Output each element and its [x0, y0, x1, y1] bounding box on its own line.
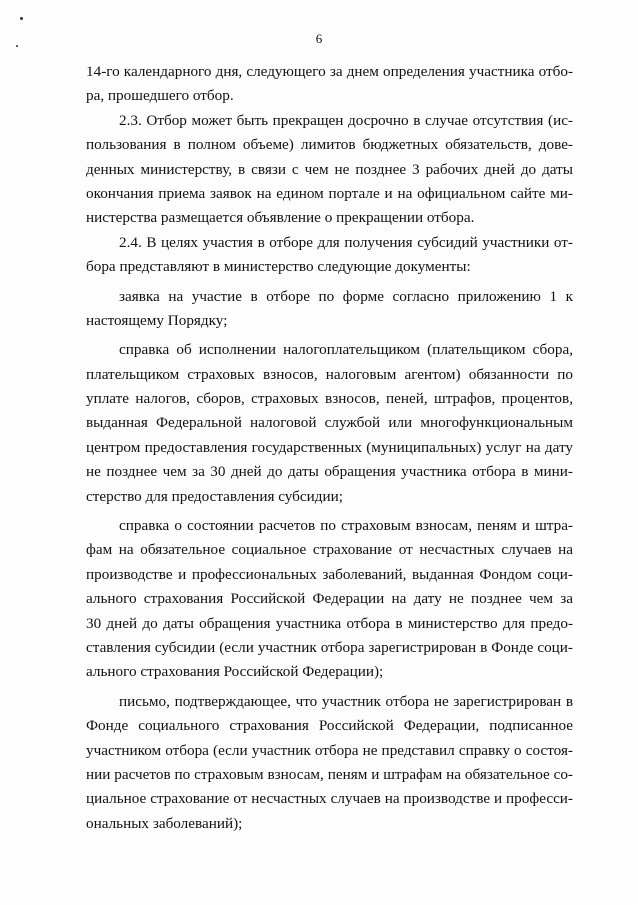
text-line: ональных заболеваний); [86, 814, 243, 832]
paragraph [86, 285, 573, 334]
text-line: заявка на участие в отборе по форме согласно приложению 1 к [119, 287, 573, 305]
paragraph [86, 514, 573, 685]
text-line: нистерства размещается объявление о прекращении отбора. [86, 209, 475, 227]
text-line: производстве и профессиональных заболеваний, выданная Фондом соци- [86, 565, 573, 583]
text-line: 2.4. В целях участия в отборе для получения субсидий участники от- [119, 233, 573, 251]
text-line: уплате налогов, сборов, страховых взносов, пеней, штрафов, процентов, [86, 390, 573, 408]
text-line: фам на обязательное социальное страхование от несчастных случаев на [86, 541, 573, 559]
text-line: ра, прошедшего отбор. [86, 87, 234, 105]
text-line: справка о состоянии расчетов по страховым взносам, пеням и штра- [119, 517, 573, 535]
text-line: 2.3. Отбор может быть прекращен досрочно в случае отсутствия (ис- [119, 111, 573, 129]
text-line: центром предоставления государственных (муниципальных) услуг на дату [86, 438, 573, 456]
text-line: не позднее чем за 30 дней до даты обращения участника отбора в мини- [86, 463, 573, 481]
document-body [86, 60, 573, 836]
text-line: участником отбора (если участник отбора не представил справку о состоя- [86, 741, 573, 759]
paragraph [86, 109, 573, 231]
text-line: Фонде социального страхования Российской Федерации, подписанное [86, 717, 573, 735]
page-number: 6 [315, 31, 323, 46]
text-line: ставления субсидии (если участник отбора зарегистрирован в Фонде соци- [86, 638, 573, 656]
text-line: ального страхования Российской Федерации); [86, 663, 384, 681]
text-line: пользования в полном объеме) лимитов бюджетных обязательств, дове- [86, 136, 573, 154]
text-line: ального страхования Российской Федерации на дату не позднее чем за [86, 590, 573, 608]
scan-dot [20, 17, 23, 20]
paragraph [86, 231, 573, 280]
text-line: настоящему Порядку; [86, 311, 228, 329]
paragraph [86, 690, 573, 836]
text-line: денных министерству, в связи с чем не позднее 3 рабочих дней до даты [86, 160, 573, 178]
text-line: выданная Федеральной налоговой службой или многофункциональным [86, 414, 573, 432]
text-line: 14-го календарного дня, следующего за днем определения участника отбо- [86, 63, 573, 80]
text-line: окончания приема заявок на едином портале и на официальном сайте ми- [86, 184, 573, 202]
paragraph [86, 60, 573, 109]
paragraph [86, 338, 573, 509]
text-line: плательщиком страховых взносов, налоговым агентом) обязанности по [86, 365, 573, 383]
text-line: нии расчетов по страховым взносам, пеням и штрафам на обязательное со- [86, 765, 573, 783]
text-line: бора представляют в министерство следующие документы: [86, 258, 471, 276]
text-line: циальное страхование от несчастных случаев на производстве и професси- [86, 790, 573, 808]
text-line: письмо, подтверждающее, что участник отбора не зарегистрирован в [119, 692, 573, 710]
text-line: справка об исполнении налогоплательщиком (плательщиком сбора, [119, 341, 573, 359]
text-line: стерство для предоставления субсидии; [86, 487, 343, 505]
text-line: 30 дней до даты обращения участника отбора в министерство для предо- [86, 614, 573, 632]
